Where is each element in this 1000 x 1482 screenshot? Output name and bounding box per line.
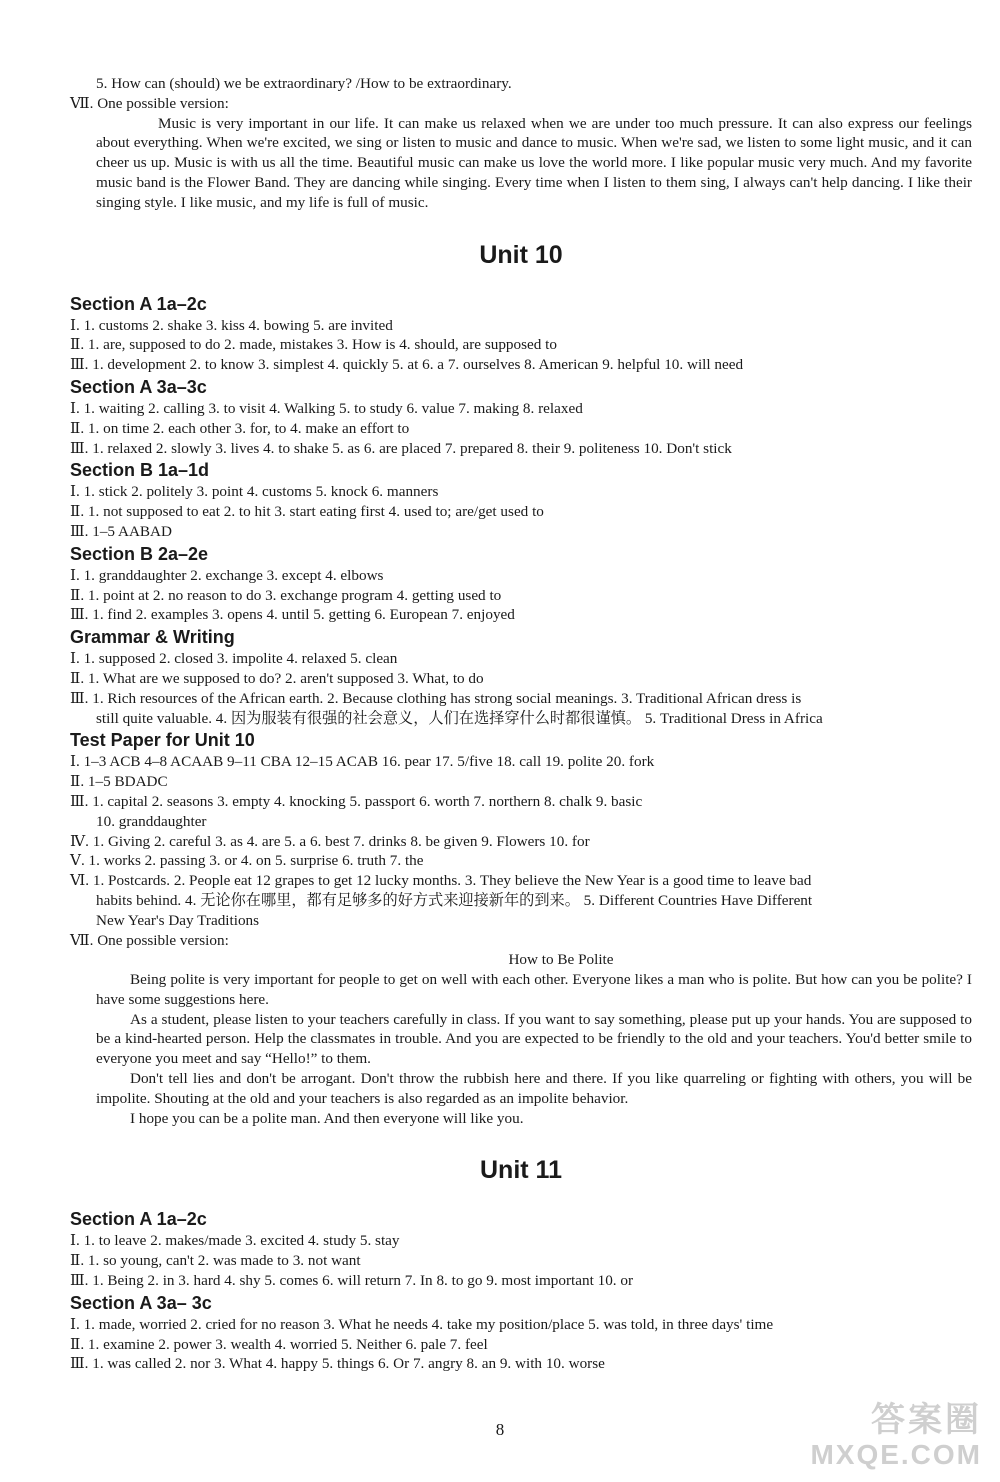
answer-line: habits behind. 4. 无论你在哪里，都有足够多的好方式来迎接新年的到来。 5. Different Countries Have Different: [96, 891, 813, 909]
essay-paragraph: As a student, please listen to your teachers carefully in class. If you want to say something, please put up your hands. You are supposed to be a kind-hearted person. Help the classmates in trouble. And you are expected to be friendly to the old and your teachers. You'd better smile to everyone you meet and say “Hello!” to them.: [96, 1010, 972, 1068]
answer-line: still quite valuable. 4. 因为服装有很强的社会意义，人们在选择穿什么时都很谨慎。 5. Traditional Dress in Africa: [96, 709, 823, 727]
answer-line: 5. How can (should) we be extraordinary? /How to be extraordinary.: [96, 75, 512, 92]
answer-line: Ⅰ. 1. stick 2. politely 3. point 4. customs 5. knock 6. manners: [70, 483, 439, 501]
answer-line: Ⅰ. 1–3 ACB 4–8 ACAAB 9–11 CBA 12–15 ACAB 16. pear 17. 5/five 18. call 19. polite 20. fork: [70, 753, 655, 771]
answer-line: Ⅰ. 1. supposed 2. closed 3. impolite 4. relaxed 5. clean: [70, 650, 398, 668]
watermark-logo: [810, 1400, 982, 1470]
answer-line: Ⅲ. 1–5 AABAD: [70, 522, 172, 540]
answer-line: Ⅲ. 1. was called 2. nor 3. What 4. happy 5. things 6. Or 7. angry 8. an 9. with 10. worse: [70, 1355, 605, 1373]
answer-line: Ⅱ. 1. not supposed to eat 2. to hit 3. start eating first 4. used to; are/get used to: [70, 503, 544, 521]
page-number: 8: [495, 1420, 505, 1439]
answer-line: Ⅱ. 1. so young, can't 2. was made to 3. not want: [70, 1252, 361, 1270]
answer-line: Ⅱ. 1. examine 2. power 3. wealth 4. worried 5. Neither 6. pale 7. feel: [70, 1335, 488, 1353]
unit-title: Unit 11: [480, 1156, 562, 1185]
answer-line: Ⅵ. 1. Postcards. 2. People eat 12 grapes to get 12 lucky months. 3. They believe the New Year is a good time to leave bad: [70, 872, 812, 890]
answer-line: Ⅱ. 1. on time 2. each other 3. for, to 4. make an effort to: [70, 419, 410, 437]
answer-line: Ⅴ. 1. works 2. passing 3. or 4. on 5. surprise 6. truth 7. the: [70, 852, 424, 870]
section-title: Section A 3a– 3c: [70, 1292, 212, 1313]
watermark-url: MXQE.COM: [810, 1439, 982, 1470]
essay-paragraph: I hope you can be a polite man. And then everyone will like you.: [130, 1109, 524, 1127]
section-title: Section A 1a–2c: [70, 1209, 207, 1230]
answer-line: Ⅱ. 1. point at 2. no reason to do 3. exchange program 4. getting used to: [70, 586, 502, 604]
answer-line: Ⅲ. 1. development 2. to know 3. simplest 4. quickly 5. at 6. a 7. ourselves 8. American 9. helpful 10. will need: [70, 356, 744, 374]
answer-line: Ⅰ. 1. to leave 2. makes/made 3. excited 4. study 5. stay: [70, 1232, 400, 1250]
answer-line: Ⅰ. 1. waiting 2. calling 3. to visit 4. Walking 5. to study 6. value 7. making 8. relaxed: [70, 399, 583, 417]
answer-line: Ⅲ. 1. find 2. examples 3. opens 4. until 5. getting 6. European 7. enjoyed: [70, 606, 515, 624]
answer-line: Ⅱ. 1–5 BDADC: [70, 773, 168, 791]
answer-line: Ⅲ. 1. Being 2. in 3. hard 4. shy 5. comes 6. will return 7. In 8. to go 9. most important 10. or: [70, 1272, 634, 1290]
essay-title: How to Be Polite: [508, 951, 614, 969]
watermark-text: 答案圈: [871, 1401, 982, 1439]
answer-line: Ⅳ. 1. Giving 2. careful 3. as 4. are 5. a 6. best 7. drinks 8. be given 9. Flowers 10. for: [70, 832, 590, 850]
answer-line: Ⅲ. 1. capital 2. seasons 3. empty 4. knocking 5. passport 6. worth 7. northern 8. chalk 9. basic: [70, 792, 643, 810]
section-title: Test Paper for Unit 10: [70, 730, 255, 751]
answer-page: [70, 74, 972, 1374]
answer-line: Ⅶ. One possible version:: [70, 94, 229, 112]
answer-line: 10. granddaughter: [96, 812, 207, 830]
answer-line: Ⅶ. One possible version:: [70, 931, 229, 949]
answer-line: Ⅰ. 1. granddaughter 2. exchange 3. except 4. elbows: [70, 566, 384, 584]
answer-line: Ⅲ. 1. relaxed 2. slowly 3. lives 4. to shake 5. as 6. are placed 7. prepared 8. their 9. politeness 10. Don't stick: [70, 439, 732, 457]
answer-line: Ⅰ. 1. made, worried 2. cried for no reason 3. What he needs 4. take my position/place 5. was told, in three days' time: [70, 1315, 774, 1333]
section-title: Section A 1a–2c: [70, 293, 207, 314]
unit-title: Unit 10: [479, 240, 563, 269]
section-title: Grammar & Writing: [70, 627, 235, 648]
answer-line: Ⅰ. 1. customs 2. shake 3. kiss 4. bowing 5. are invited: [70, 316, 393, 334]
answer-line: Ⅱ. 1. are, supposed to do 2. made, mistakes 3. How is 4. should, are supposed to: [70, 336, 557, 354]
essay-paragraph: Being polite is very important for people to get on well with each other. Everyone likes a man who is polite. But how can you be polite? I have some suggestions here.: [96, 971, 972, 1008]
section-title: Section B 1a–1d: [70, 460, 210, 481]
essay-paragraph: Music is very important in our life. It can make us relaxed when we are under too much pressure. It can also express our feelings about everything. When we're excited, we sing or listen to music and dance to music. When we're sad, we listen to some light music, and it can cheer us up. Music is with us all the time. Beautiful music can make us love the world more. I like popular music very much. And my favorite music band is the Flower Band. They are dancing while singing. Every time when I listen to them sing, I always can't help dancing. I like their singing style. I like music, and my life is full of music.: [96, 114, 972, 211]
section-title: Section A 3a–3c: [70, 376, 207, 397]
section-title: Section B 2a–2e: [70, 543, 209, 564]
answer-line: Ⅱ. 1. What are we supposed to do? 2. aren't supposed 3. What, to do: [70, 669, 484, 687]
essay-paragraph: Don't tell lies and don't be arrogant. Don't throw the rubbish here and there. If you like quarreling or fighting with others, you will be impolite. Shouting at the old and your teachers is also regarded as an impolite behavior.: [96, 1070, 972, 1107]
answer-line: New Year's Day Traditions: [96, 911, 260, 929]
answer-line: Ⅲ. 1. Rich resources of the African earth. 2. Because clothing has strong social meanings. 3. Traditional African dress is: [70, 689, 802, 707]
